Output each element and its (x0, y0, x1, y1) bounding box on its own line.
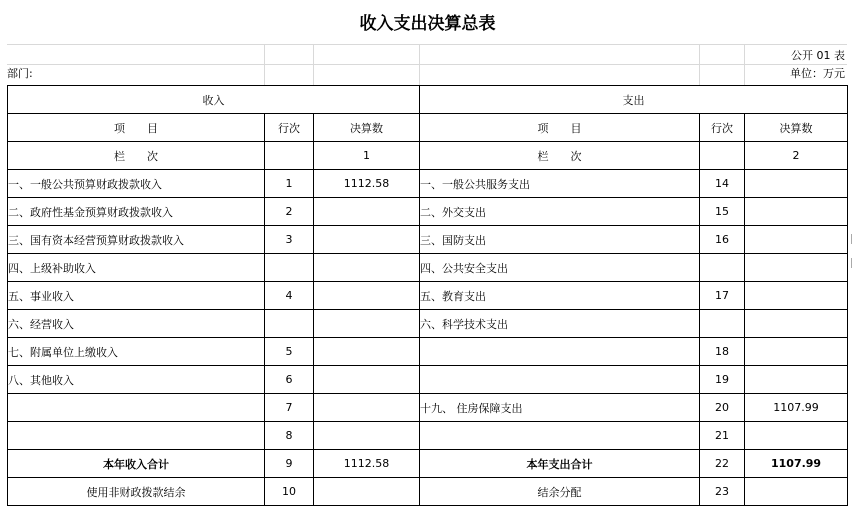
budget-summary-table (7, 85, 848, 506)
scroll-edge-mark (851, 234, 855, 244)
table-row (8, 338, 848, 366)
expense-amount-header: 决算数 (745, 114, 848, 142)
scroll-edge-mark (851, 258, 855, 268)
expense-line-cell: 16 (700, 226, 745, 254)
income-item-cell: 六、经营收入 (8, 310, 265, 338)
expense-line-cell: 15 (700, 198, 745, 226)
expense-amount-cell (745, 422, 848, 450)
income-amount-header: 决算数 (314, 114, 420, 142)
expense-line-cell: 14 (700, 170, 745, 198)
income-amount-cell (314, 338, 420, 366)
column-header-row (8, 114, 848, 142)
expense-amount-cell (745, 226, 848, 254)
unit-label: 单位：万元 (790, 67, 845, 80)
table-cell (700, 142, 745, 170)
table-cell (265, 142, 314, 170)
table-row (8, 366, 848, 394)
income-item-cell: 本年收入合计 (8, 450, 265, 478)
expense-amount-cell (745, 254, 848, 282)
expense-line-cell: 22 (700, 450, 745, 478)
expense-item-cell: 四、公共安全支出 (420, 254, 700, 282)
expense-line-cell: 21 (700, 422, 745, 450)
income-amount-cell (314, 310, 420, 338)
expense-line-cell: 20 (700, 394, 745, 422)
income-item-header: 项 目 (8, 114, 265, 142)
expense-item-cell: 结余分配 (420, 478, 700, 506)
income-line-cell: 3 (265, 226, 314, 254)
income-line-cell: 10 (265, 478, 314, 506)
table-row (8, 254, 848, 282)
expense-item-cell (420, 422, 700, 450)
income-amount-cell (314, 226, 420, 254)
gridline (313, 44, 314, 85)
gridline (419, 44, 420, 85)
income-amount-cell (314, 254, 420, 282)
income-item-cell: 八、其他收入 (8, 366, 265, 394)
income-line-cell: 7 (265, 394, 314, 422)
expense-amount-cell: 1107.99 (745, 450, 848, 478)
expense-item-cell: 二、外交支出 (420, 198, 700, 226)
expense-item-cell: 三、国防支出 (420, 226, 700, 254)
expense-amount-cell: 1107.99 (745, 394, 848, 422)
expense-item-header: 项 目 (420, 114, 700, 142)
expense-line-header: 行次 (700, 114, 745, 142)
expense-item-cell: 六、科学技术支出 (420, 310, 700, 338)
expense-item-cell (420, 366, 700, 394)
income-line-cell: 8 (265, 422, 314, 450)
expense-item-cell: 本年支出合计 (420, 450, 700, 478)
income-index-value: 1 (314, 142, 420, 170)
department-label: 部门: (7, 67, 33, 80)
form-number: 公开 01 表 (791, 49, 845, 62)
expense-item-cell: 十九、 住房保障支出 (420, 394, 700, 422)
expense-amount-cell (745, 478, 848, 506)
income-line-header: 行次 (265, 114, 314, 142)
expense-amount-cell (745, 310, 848, 338)
income-item-cell: 五、事业收入 (8, 282, 265, 310)
expense-line-cell: 17 (700, 282, 745, 310)
expense-line-cell (700, 254, 745, 282)
income-amount-cell (314, 422, 420, 450)
income-item-cell: 三、国有资本经营预算财政拨款收入 (8, 226, 265, 254)
expense-amount-cell (745, 338, 848, 366)
income-amount-cell (314, 198, 420, 226)
income-amount-cell (314, 282, 420, 310)
table-row (8, 422, 848, 450)
expense-line-cell: 19 (700, 366, 745, 394)
income-amount-cell: 1112.58 (314, 170, 420, 198)
column-index-row (8, 142, 848, 170)
page-title: 收入支出决算总表 (359, 14, 496, 34)
table-row (8, 226, 848, 254)
income-item-cell: 七、附属单位上缴收入 (8, 338, 265, 366)
table-row (8, 478, 848, 506)
gridline (699, 44, 700, 85)
expense-index-label: 栏 次 (420, 142, 700, 170)
gridline (744, 44, 745, 85)
table-row (8, 198, 848, 226)
gridline (264, 44, 265, 85)
table-row (8, 394, 848, 422)
income-line-cell (265, 310, 314, 338)
income-header: 收入 (8, 86, 420, 114)
gridline (7, 44, 847, 45)
income-item-cell (8, 422, 265, 450)
income-line-cell: 1 (265, 170, 314, 198)
totals-row (8, 450, 848, 478)
table-row (8, 170, 848, 198)
income-line-cell: 9 (265, 450, 314, 478)
expense-index-value: 2 (745, 142, 848, 170)
expense-line-cell (700, 310, 745, 338)
income-item-cell: 使用非财政拨款结余 (8, 478, 265, 506)
expense-line-cell: 18 (700, 338, 745, 366)
income-amount-cell (314, 394, 420, 422)
income-line-cell: 4 (265, 282, 314, 310)
income-amount-cell (314, 478, 420, 506)
expense-amount-cell (745, 198, 848, 226)
income-item-cell (8, 394, 265, 422)
table-row (8, 282, 848, 310)
income-line-cell: 5 (265, 338, 314, 366)
income-item-cell: 一、一般公共预算财政拨款收入 (8, 170, 265, 198)
expense-item-cell: 五、教育支出 (420, 282, 700, 310)
income-index-label: 栏 次 (8, 142, 265, 170)
income-amount-cell (314, 366, 420, 394)
section-header-row (8, 86, 848, 114)
expense-amount-cell (745, 170, 848, 198)
expense-line-cell: 23 (700, 478, 745, 506)
expense-item-cell: 一、一般公共服务支出 (420, 170, 700, 198)
income-line-cell: 6 (265, 366, 314, 394)
expense-amount-cell (745, 366, 848, 394)
gridline (7, 64, 847, 65)
table-row (8, 310, 848, 338)
expense-header: 支出 (420, 86, 848, 114)
income-item-cell: 二、政府性基金预算财政拨款收入 (8, 198, 265, 226)
income-item-cell: 四、上级补助收入 (8, 254, 265, 282)
income-amount-cell: 1112.58 (314, 450, 420, 478)
income-line-cell: 2 (265, 198, 314, 226)
expense-item-cell (420, 338, 700, 366)
expense-amount-cell (745, 282, 848, 310)
income-line-cell (265, 254, 314, 282)
